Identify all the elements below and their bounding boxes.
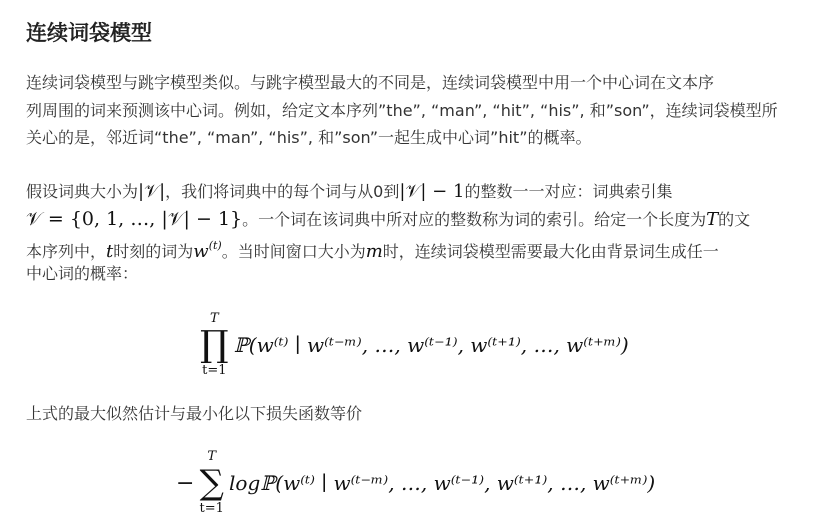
math-superscript: (t) [208,239,222,252]
text-span: 。一个词在该词典中所对应的整数称为词的索引。给定一个长度为 [242,210,707,229]
math-inline: t [106,241,114,262]
vocab-line-1 [26,181,672,203]
upper-limit: T [209,311,219,326]
equation-body: logℙ(w⁽ᵗ⁾ ∣ w⁽ᵗ⁻ᵐ⁾, …, w⁽ᵗ⁻¹⁾, w⁽ᵗ⁺¹⁾, …, w⁽ᵗ⁺ᵐ⁾) [229,471,656,495]
negation-sign: − [176,470,195,496]
product-symbol: ∏ [200,324,229,365]
math-inline: 𝒱 = {0, 1, …, |𝒱| − 1} [26,208,243,230]
intro-line-2: 列周围的词来预测该中心词。例如，给定文本序列”the”, “man”, “hit”, “his”, 和”son”，连续词袋模型所 [26,101,778,120]
intro-line-1: 连续词袋模型与跳字模型类似。与跳字模型最大的不同是，连续词袋模型中用一个中心词在文本序 [26,73,715,92]
text-span: 的文 [718,210,751,229]
loss-equation [176,450,655,516]
text-span: 假设词典大小为 [26,182,139,201]
vocab-line-4: 中心词的概率： [26,264,139,283]
math-inline: w [193,241,209,262]
sum-symbol: ∑ [199,463,224,503]
text-span: 。当时间窗口大小为 [221,242,366,261]
math-inline: |𝒱| [138,181,166,202]
math-inline: m [365,241,383,262]
section-heading: 连续词袋模型 [26,21,152,45]
math-inline: |𝒱| − 1 [399,181,465,202]
lower-limit: t=1 [199,501,224,516]
product-operator [200,312,229,378]
likelihood-equation [200,312,629,378]
lower-limit: t=1 [202,363,227,378]
math-inline: T [706,209,719,230]
text-span: 时刻的词为 [113,242,194,261]
vocab-line-2 [26,208,750,231]
intro-line-3: 关心的是，邻近词“the”, “man”, “his”, 和”son”一起生成中心词”hit”的概率。 [26,128,592,147]
text-span: 本序列中， [26,242,107,261]
text-span: 的整数一一对应：词典索引集 [464,182,673,201]
sum-operator [200,450,224,516]
text-span: ，我们将词典中的每个词与从0到 [165,182,400,201]
loss-intro: 上式的最大似然估计与最小化以下损失函数等价 [26,404,363,423]
equation-body: ℙ(w⁽ᵗ⁾ ∣ w⁽ᵗ⁻ᵐ⁾, …, w⁽ᵗ⁻¹⁾, w⁽ᵗ⁺¹⁾, …, w⁽ᵗ⁺ᵐ⁾) [233,333,629,357]
text-span: 时，连续词袋模型需要最大化由背景词生成任一 [382,242,719,261]
upper-limit: T [207,449,217,464]
vocab-line-3 [26,235,719,263]
